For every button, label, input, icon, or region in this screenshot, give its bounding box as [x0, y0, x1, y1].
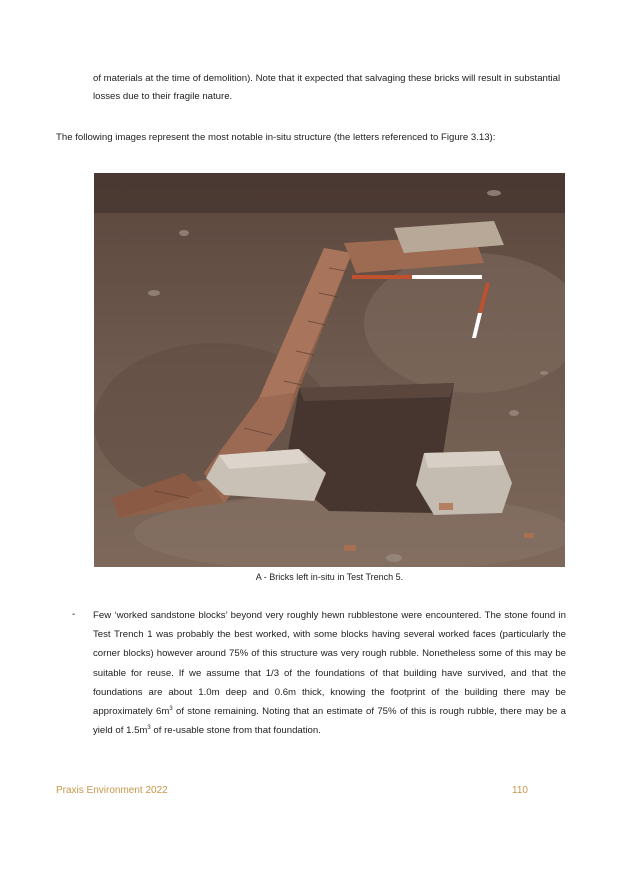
bullet-text-part3: of re-usable stone from that foundation.: [150, 725, 321, 737]
figure-caption: A - Bricks left in-situ in Test Trench 5.: [255, 572, 404, 582]
trench-photo: [94, 173, 565, 567]
paragraph-line-2: losses due to their fragile nature.: [93, 91, 233, 102]
bullet-text-part1: Few ‘worked sandstone blocks’ beyond very roughly hewn rubblestone were encountered. The stone found in Test Trench 1 was probably the best worked, with some blocks having several worked faces (particularly the corner blocks) however around 75% of this structure was very rough rubble. Nonetheless some of this may be suitable for reuse. If we assume that 1/3 of the foundations of that building have survived, and that the foundations are about 1.0m deep and 0.6m thick, knowing the footprint of the building there may be approximately 6m: [93, 610, 566, 718]
bullet-paragraph: [93, 606, 566, 740]
trench-photo-illustration: [94, 173, 565, 567]
footer-company: Praxis Environment 2022: [56, 785, 168, 796]
intro-paragraph: The following images represent the most notable in-situ structure (the letters referenced to Figure 3.13):: [56, 132, 496, 143]
scale-rod-horizontal: [352, 275, 482, 279]
footer-page-number: 110: [512, 785, 528, 796]
paragraph-continuation: [93, 70, 568, 106]
bullet-text-part2: of stone remaining. Noting that an estimate of 75% of this is rough rubble, there may be a yield of 1.5m: [93, 706, 566, 737]
superscript-cubed-1: 3: [169, 705, 173, 712]
superscript-cubed-2: 3: [147, 725, 151, 732]
paragraph-line-1: of materials at the time of demolition). Note that it expected that salvaging these bricks will result in substantial: [93, 73, 561, 84]
bullet-marker: -: [72, 609, 76, 620]
